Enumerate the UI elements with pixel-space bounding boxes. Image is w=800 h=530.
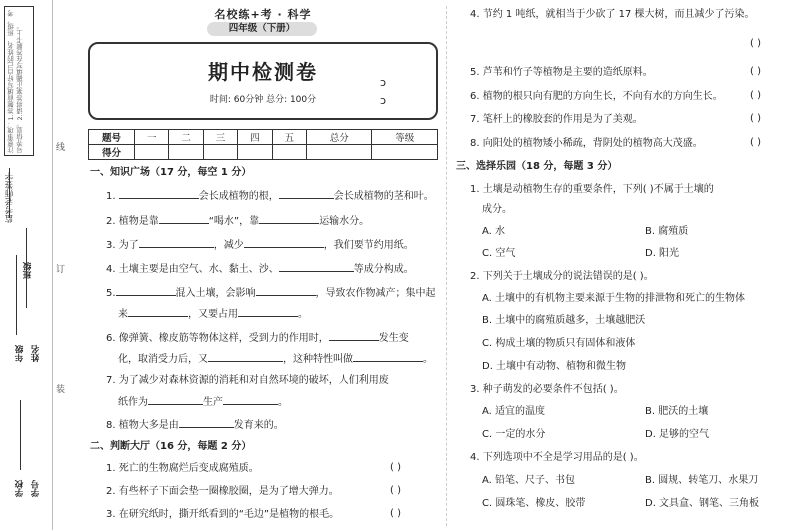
answer-blank[interactable]: [159, 213, 209, 224]
s2-q6: 6. 植物的根只向有肥的方向生长，不向有水的方向生长。: [470, 91, 723, 102]
s1-q3: [106, 237, 414, 253]
score-cell[interactable]: [372, 145, 438, 160]
exam-title: 期中检测卷: [208, 60, 318, 84]
score-col-1: 一: [135, 130, 169, 145]
text: 纸作为: [118, 397, 148, 408]
s2-q3: 3. 在研究纸时，撕开纸看到的“毛边”是植物的根毛。: [106, 509, 340, 520]
notice-box: 注意事项：1.答题前填写好自己的姓名、班级、考号等信息。2.请将答案正确填写在答题卡上。: [4, 6, 34, 156]
school-label: 学校: [15, 480, 25, 497]
text: 3. 为了: [106, 240, 139, 251]
text: 。: [278, 397, 288, 408]
option-d[interactable]: D. 足够的空气: [645, 429, 710, 440]
option-a[interactable]: A. 水: [482, 226, 506, 237]
text: 1.: [106, 191, 116, 202]
text: 生产: [203, 397, 223, 408]
section-2-title: 二、判断大厅（16 分，每题 2 分）: [90, 441, 252, 452]
score-row-label: 得分: [89, 145, 135, 160]
s1-q7-cont: [118, 394, 288, 410]
text: ，又要占用: [188, 309, 238, 320]
s1-q4: [106, 261, 414, 277]
text: 。: [298, 309, 308, 320]
s3-q1: 1. 土壤是动植物生存的重要条件，下列( )不属于土壤的: [470, 184, 714, 195]
answer-blank[interactable]: [179, 417, 234, 428]
binding-mark-line: 线: [56, 143, 66, 153]
text: 2. 植物是靠: [106, 216, 159, 227]
text: 化，取消受力后，又: [118, 354, 208, 365]
s2-q4: 4. 节约 1 吨纸，就相当于少砍了 17 棵大树，而且减少了污染。: [470, 9, 755, 20]
option-c[interactable]: C. 空气: [482, 248, 516, 259]
option-c[interactable]: C. 圆珠笔、橡皮、胶带: [482, 498, 586, 509]
number-label: 学号: [31, 480, 41, 497]
s3-q2: 2. 下列关于土壤成分的说法错误的是( )。: [470, 271, 654, 282]
text: 5.: [106, 288, 116, 299]
score-col-3: 三: [203, 130, 237, 145]
text: “喝水”，靠: [208, 216, 260, 227]
answer-blank[interactable]: [279, 188, 334, 199]
answer-blank[interactable]: [116, 285, 176, 296]
grade-label: 年级: [15, 345, 25, 362]
class-label: 班级: [23, 262, 33, 279]
score-col-4: 四: [238, 130, 272, 145]
score-cell[interactable]: [306, 145, 371, 160]
s1-q1: [106, 188, 434, 204]
series-title: 名校练+考 · 科学: [214, 8, 312, 21]
answer-blank[interactable]: [244, 237, 324, 248]
option-d[interactable]: D. 文具盒、钢笔、三角板: [645, 498, 760, 509]
answer-blank[interactable]: [139, 237, 214, 248]
text: 来: [118, 309, 128, 320]
option-a[interactable]: A. 土壤中的有机物主要来源于生物的排泄物和死亡的生物体: [482, 293, 746, 304]
page-mark-1: ↄ: [380, 76, 387, 89]
s3-q1-cont: 成分。: [482, 204, 512, 215]
text: 会长成植物的茎和叶。: [333, 191, 434, 202]
answer-parenthesis[interactable]: ( ): [750, 90, 761, 101]
binding-mark-fold: 装: [56, 385, 66, 395]
answer-blank[interactable]: [279, 261, 354, 272]
score-col-level: 等级: [372, 130, 438, 145]
answer-blank[interactable]: [353, 351, 423, 362]
answer-blank[interactable]: [329, 330, 379, 341]
s1-q5-cont: [118, 306, 308, 322]
s1-q7: [106, 374, 389, 388]
text: 。: [423, 354, 433, 365]
score-cell[interactable]: [203, 145, 237, 160]
text: 8. 植物大多是由: [106, 420, 179, 431]
column-divider: [446, 6, 447, 526]
strip-rule: [9, 168, 10, 218]
answer-parenthesis[interactable]: ( ): [390, 485, 401, 496]
page-marks: [380, 74, 386, 110]
text: 会长成植物的根，: [198, 191, 279, 202]
s1-q5: [106, 285, 436, 301]
answer-blank[interactable]: [119, 188, 199, 199]
class-field[interactable]: [16, 255, 17, 335]
option-b[interactable]: B. 圆规、转笔刀、水果刀: [645, 475, 759, 486]
score-col-5: 五: [272, 130, 306, 145]
text: ，这种特性叫做: [283, 354, 353, 365]
option-b[interactable]: B. 腐殖质: [645, 226, 689, 237]
school-field[interactable]: [20, 400, 21, 470]
text: 运输水分。: [319, 216, 370, 227]
score-cell[interactable]: [272, 145, 306, 160]
answer-parenthesis[interactable]: ( ): [750, 137, 761, 148]
s1-q8: [106, 417, 284, 433]
option-b[interactable]: B. 土壤中的腐殖质越多，土壤越肥沃: [482, 315, 646, 326]
answer-blank[interactable]: [238, 306, 298, 317]
s2-q8: 8. 向阳处的植物矮小稀疏，背阴处的植物高大茂盛。: [470, 138, 703, 149]
grade-badge: 四年级（下册）: [207, 22, 317, 36]
s1-q6: [106, 330, 409, 346]
score-cell[interactable]: [169, 145, 203, 160]
answer-blank[interactable]: [259, 213, 319, 224]
option-c[interactable]: C. 一定的水分: [482, 429, 546, 440]
s3-q4: 4. 下列选项中不全是学习用品的是( )。: [470, 452, 644, 463]
text: 发育来的。: [233, 420, 284, 431]
score-table: [88, 129, 438, 160]
text: 7. 为了减少对森林资源的消耗和对自然环境的破坏，人们利用废: [106, 375, 389, 386]
answer-parenthesis[interactable]: ( ): [390, 508, 401, 519]
answer-blank[interactable]: [208, 351, 283, 362]
text: 等成分构成。: [353, 264, 414, 275]
binding-mark-bind: 订: [56, 265, 66, 275]
answer-blank[interactable]: [256, 285, 316, 296]
text: 4. 土壤主要是由空气、水、黏土、沙、: [106, 264, 279, 275]
option-d[interactable]: D. 阳光: [645, 248, 680, 259]
s2-q2: 2. 有些杯子下面会垫一圈橡胶圈，是为了增大弹力。: [106, 486, 339, 497]
page-mark-2: ↄ: [380, 94, 387, 107]
section-3-title: 三、选择乐园（18 分，每题 3 分）: [456, 161, 618, 172]
option-b[interactable]: B. 肥沃的土壤: [645, 406, 709, 417]
answer-parenthesis[interactable]: ( ): [750, 66, 761, 77]
s1-q6-cont: [118, 351, 433, 367]
proctor-label: 监考老师签字: [5, 172, 15, 223]
s2-q1: 1. 死亡的生物腐烂后变成腐殖质。: [106, 463, 259, 474]
score-col-total: 总分: [306, 130, 371, 145]
answer-parenthesis[interactable]: ( ): [390, 462, 401, 473]
answer-parenthesis[interactable]: ( ): [750, 38, 761, 49]
answer-blank[interactable]: [223, 394, 278, 405]
score-table-header-row: [89, 130, 438, 145]
answer-blank[interactable]: [128, 306, 188, 317]
text: ，我们要节约用纸。: [323, 240, 414, 251]
option-c[interactable]: C. 构成土壤的物质只有固体和液体: [482, 338, 636, 349]
answer-parenthesis[interactable]: ( ): [750, 113, 761, 124]
s1-q2: [106, 213, 369, 229]
score-table-score-row: [89, 145, 438, 160]
exam-info: 时间: 60分钟 总分: 100分: [209, 95, 317, 105]
score-cell[interactable]: [135, 145, 169, 160]
name-label: 姓名: [31, 345, 41, 362]
grade-field[interactable]: [26, 228, 27, 308]
score-cell[interactable]: [238, 145, 272, 160]
score-col-label: 题号: [89, 130, 135, 145]
section-1-title: 一、知识广场（17 分，每空 1 分）: [90, 167, 252, 178]
option-a[interactable]: A. 铅笔、尺子、书包: [482, 475, 576, 486]
s2-q5: 5. 芦苇和竹子等植物是主要的造纸原料。: [470, 67, 653, 78]
text: ，减少: [213, 240, 244, 251]
text: ，导致农作物减产；集中起: [315, 288, 436, 299]
text: 发生变: [378, 333, 409, 344]
option-a[interactable]: A. 适宜的温度: [482, 406, 546, 417]
option-d[interactable]: D. 土壤中有动物、植物和微生物: [482, 361, 627, 372]
text: 6. 像弹簧、橡皮筋等物体这样，受到力的作用时，: [106, 333, 329, 344]
text: 混入土壤，会影响: [175, 288, 256, 299]
score-col-2: 二: [169, 130, 203, 145]
s2-q7: 7. 笔杆上的橡胶套的作用是为了美观。: [470, 114, 643, 125]
s3-q3: 3. 种子萌发的必要条件不包括( )。: [470, 384, 624, 395]
answer-blank[interactable]: [148, 394, 203, 405]
